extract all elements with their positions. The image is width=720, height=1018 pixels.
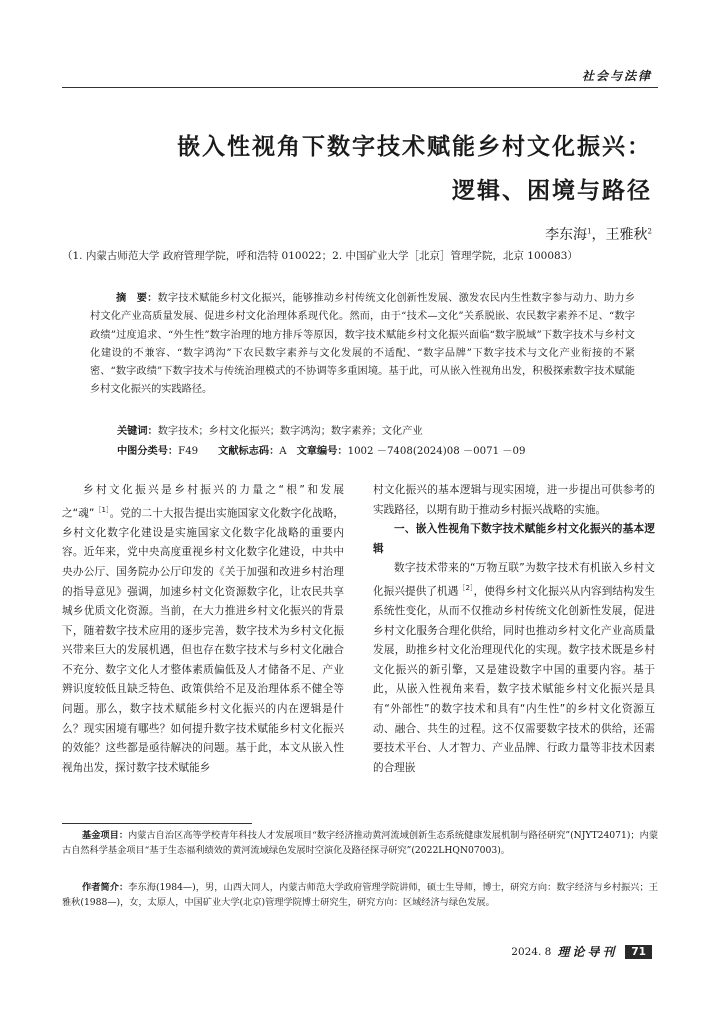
- header-rule: [62, 87, 658, 88]
- body-text: 乡村文化振兴是乡村振兴的力量之“根”和发展之“魂”: [62, 484, 344, 520]
- page-footer: [511, 943, 652, 960]
- authors: [545, 224, 652, 244]
- body-paragraph: [373, 559, 655, 778]
- article-number-label: 文章编号：: [296, 446, 348, 457]
- issue-date: 2024. 8: [511, 945, 552, 958]
- body-text: ，使得乡村文化振兴从内容到结构发生系统性变化，从而不仅推动乡村传统文化创新性发展，促进乡村文化服务合理化供给，同时也推动乡村文化产业高质量发展，助推乡村文化治理现代化的实现。数字技术既是乡村文化振兴的新引擎，又是建设数字中国的重要内容。基于此，从嵌入性视角来看，数字技术赋能乡村文化振兴是具有“外部性”的数字技术和具有“内生性”的乡村文化资源互动、融合、共生的过程。这不仅需要数字技术的供给，还需要技术平台、人才智力、产业品牌、行政力量等非技术因素的合理嵌: [373, 585, 655, 774]
- section-heading: 一、嵌入性视角下数字技术赋能乡村文化振兴的基本逻辑: [373, 523, 655, 555]
- bio-text: 李东海(1984—)，男，山西大同人，内蒙古师范大学政府管理学院讲师，硕士生导师，博士，研究方向：数字经济与乡村振兴；王雅秋(1988—)，女，太原人，中国矿业大学(北京)管理学院博士研究生，研究方向：区域经济与绿色发展。: [62, 882, 658, 909]
- title-line-1: 嵌入性视角下数字技术赋能乡村文化振兴：: [177, 134, 652, 160]
- author-bio-note: [62, 880, 658, 911]
- body-text: 数字技术带来的“万物互联”为数字技术有机嵌入乡村文化振兴提供了机遇: [373, 562, 655, 598]
- abstract-label: 摘 要：: [116, 293, 158, 304]
- affiliation: （1. 内蒙古师范大学 政府管理学院，呼和浩特 010022；2. 中国矿业大学［北京］管理学院，北京 100083）: [62, 250, 578, 262]
- article-number-value: 1002 －7408(2024)08 －0071 －09: [347, 446, 526, 457]
- clc-label: 中图分类号：: [117, 446, 179, 457]
- journal-name: 理论导刊: [557, 945, 618, 959]
- doc-code-label: 文献标志码：: [218, 446, 280, 457]
- body-paragraph: [62, 481, 344, 778]
- section-tag: 社会与法律: [581, 69, 652, 83]
- page-number: 71: [625, 945, 652, 959]
- author-1-sup: 1: [587, 227, 592, 236]
- classification-line: [117, 442, 525, 457]
- funding-note: [62, 828, 658, 859]
- abstract-text: 数字技术赋能乡村文化振兴，能够推动乡村传统文化创新性发展、激发农民内生性数字参与动力、助力乡村文化产业高质量发展、促进乡村文化治理体系现代化。然而，由于“技术—文化”关系脱嵌、农民数字素养不足、“数字政绩”过度追求、“外生性”数字治理的地方排斥等原因，数字技术赋能乡村文化振兴面临“数字脱域”下数字技术与乡村文化建设的不兼容、“数字鸿沟”下农民数字素养与文化发展的不适配、“数字品牌”下数字技术与文化产业衔接的不紧密、“数字政绩”下数字技术与传统治理模式的不协调等多重困境。基于此，可从嵌入性视角出发，积极探索数字技术赋能乡村文化振兴的实践路径。: [90, 293, 636, 396]
- body-paragraph: 村文化振兴的基本逻辑与现实困境，进一步提出可供参考的实践路径，以期有助于推动乡村振兴战略的实施。: [373, 484, 655, 516]
- keywords-text: 数字技术；乡村文化振兴；数字鸿沟；数字素养；文化产业: [157, 426, 423, 437]
- citation-ref: ［2］: [458, 583, 474, 592]
- citation-ref: ［1］: [94, 505, 110, 514]
- author-2-sup: 2: [647, 227, 652, 236]
- funding-label: 基金项目：: [82, 830, 129, 841]
- body-column-left: [62, 481, 344, 778]
- body-column-right: [373, 481, 655, 778]
- doc-code-value: A: [279, 446, 287, 457]
- keywords: [117, 422, 423, 437]
- body-text: 。党的二十大报告提出实施国家文化数字化战略，乡村文化数字化建设是实施国家文化数字化战略的重要内容。近年来，党中央高度重视乡村文化数字化建设，中共中央办公厅、国务院办公厅印发的《关于加强和改进乡村治理的指导意见》强调，加速乡村文化资源数字化，让农民共享城乡优质文化资源。当前，在大力推进乡村文化振兴的背景下，随着数字技术应用的逐步完善，数字技术为乡村文化振兴带来巨大的发展机遇，但也存在数字技术与乡村文化融合不充分、数字文化人才整体素质偏低及人才储备不足、产业辨识度较低且缺乏特色、政策供给不足及治理体系不健全等问题。那么，数字技术赋能乡村文化振兴的内在逻辑是什么？现实困境有哪些？如何提升数字技术赋能乡村文化振兴的效能？这些都是亟待解决的问题。基于此，本文从嵌入性视角出发，探讨数字技术赋能乡: [62, 507, 344, 774]
- bio-label: 作者简介：: [82, 882, 129, 893]
- author-2: 王雅秋: [605, 227, 648, 243]
- clc-value: F49: [178, 446, 199, 457]
- footnote-rule: [62, 823, 252, 824]
- title-line-2: 逻辑、困境与路径: [452, 178, 652, 204]
- funding-text: 内蒙古自治区高等学校青年科技人才发展项目“数字经济推动黄河流域创新生态系统健康发展机制与路径研究”(NJYT24071)；内蒙古自然科学基金项目“基于生态福利绩效的黄河流域绿色发展时空演化及路径探寻研究”(2022LHQN07003)。: [62, 830, 659, 857]
- abstract: [90, 290, 635, 400]
- author-sep: ，: [591, 227, 606, 243]
- author-1: 李东海: [545, 227, 588, 243]
- keywords-label: 关键词：: [117, 426, 158, 437]
